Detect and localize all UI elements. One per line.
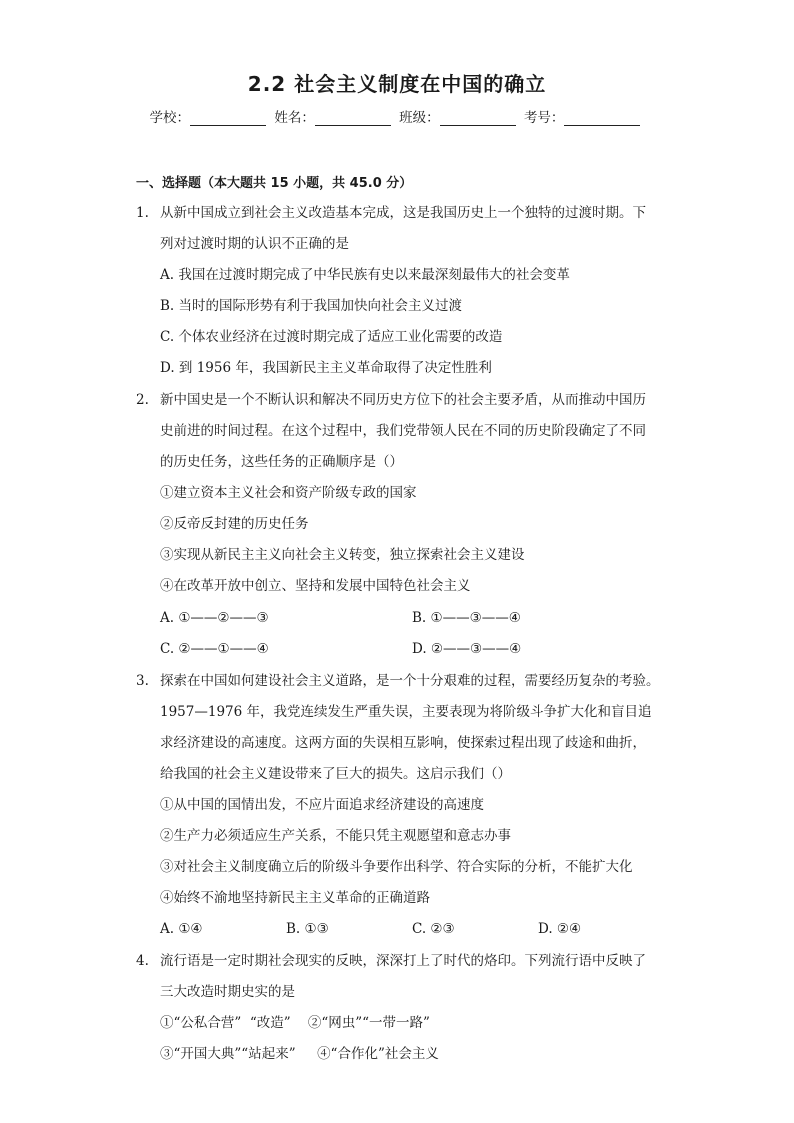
option-a: A. ①④ (160, 921, 203, 937)
question-text: 给我国的社会主义建设带来了巨大的损失。这启示我们（） (160, 766, 511, 782)
question-text: 1957—1976 年，我党连续发生严重失误，主要表现为将阶级斗争扩大化和盲目追 (160, 704, 652, 720)
question-number: 2. (136, 392, 149, 408)
student-info-line (0, 106, 794, 126)
question-text: 史前进的时间过程。在这个过程中，我们党带领人民在不同的历史阶段确定了不同 (160, 423, 646, 439)
statement-item: ①从中国的国情出发，不应片面追求经济建设的高速度 (160, 797, 484, 813)
option-c: C. 个体农业经济在过渡时期完成了适应工业化需要的改造 (160, 329, 503, 345)
question-text: 流行语是一定时期社会现实的反映，深深打上了时代的烙印。下列流行语中反映了 (160, 953, 646, 969)
option-d: D. ②④ (538, 921, 582, 937)
option-a: A. ①——②——③ (160, 610, 269, 626)
name-blank[interactable] (315, 111, 391, 126)
statement-item: ②反帝反封建的历史任务 (160, 516, 309, 532)
question-text: 的历史任务，这些任务的正确顺序是（） (160, 454, 403, 470)
statement-item: ④始终不渝地坚持新民主主义革命的正确道路 (160, 890, 430, 906)
statement-item: ①“公私合营” “改造” ②“网虫”“一带一路” (160, 1015, 430, 1031)
statement-item: ③对社会主义制度确立后的阶级斗争要作出科学、符合实际的分析，不能扩大化 (160, 859, 633, 875)
question-number: 1. (136, 205, 149, 221)
exam-no-blank[interactable] (564, 111, 640, 126)
school-blank[interactable] (190, 111, 266, 126)
name-label: 姓名： (274, 110, 315, 126)
option-b: B. ①——③——④ (412, 610, 521, 626)
question-text: 求经济建设的高速度。这两方面的失误相互影响，使探索过程出现了歧途和曲折， (160, 735, 646, 751)
school-label: 学校： (149, 110, 191, 126)
option-d: D. ②——③——④ (412, 641, 522, 657)
statement-item: ①建立资本主义社会和资产阶级专政的国家 (160, 485, 417, 501)
option-c: C. ②③ (412, 921, 455, 937)
option-b: B. 当时的国际形势有利于我国加快向社会主义过渡 (160, 298, 463, 314)
question-text: 新中国史是一个不断认识和解决不同历史方位下的社会主要矛盾，从而推动中国历 (160, 392, 646, 408)
option-b: B. ①③ (286, 921, 329, 937)
statement-item: ③实现从新民主主义向社会主义转变，独立探索社会主义建设 (160, 547, 525, 563)
option-c: C. ②——①——④ (160, 641, 269, 657)
page-title: 2.2 社会主义制度在中国的确立 (247, 72, 547, 96)
statement-item: ②生产力必须适应生产关系，不能只凭主观愿望和意志办事 (160, 828, 511, 844)
exam-no-label: 考号： (523, 110, 565, 126)
question-text: 从新中国成立到社会主义改造基本完成，这是我国历史上一个独特的过渡时期。下 (160, 205, 646, 221)
statement-item: ④在改革开放中创立、坚持和发展中国特色社会主义 (160, 578, 471, 594)
question-number: 4. (136, 953, 149, 969)
option-a: A. 我国在过渡时期完成了中华民族有史以来最深刻最伟大的社会变革 (160, 267, 570, 283)
class-blank[interactable] (440, 111, 516, 126)
section-heading: 一、选择题（本大题共 15 小题，共 45.0 分） (136, 176, 413, 191)
question-text: 探索在中国如何建设社会主义道路，是一个十分艰难的过程，需要经历复杂的考验。 (160, 673, 660, 689)
option-d: D. 到 1956 年，我国新民主主义革命取得了决定性胜利 (160, 360, 492, 376)
question-text: 列对过渡时期的认识不正确的是 (160, 236, 349, 252)
question-text: 三大改造时期史实的是 (160, 984, 295, 1000)
statement-item: ③“开国大典”“站起来” ④“合作化”社会主义 (160, 1046, 439, 1062)
question-number: 3. (136, 673, 149, 689)
class-label: 班级： (399, 110, 440, 126)
